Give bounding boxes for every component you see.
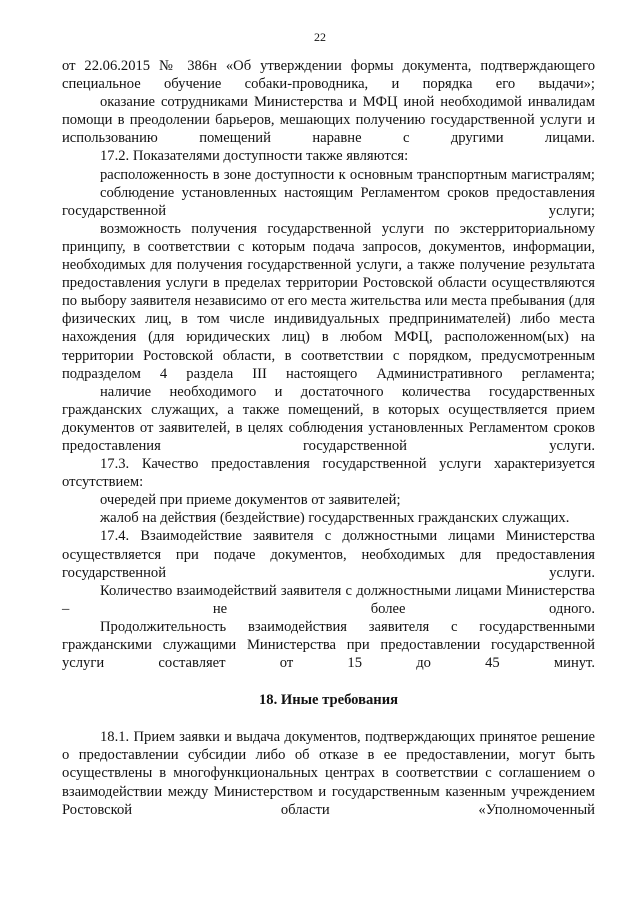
- paragraph: Количество взаимодействий заявителя с должностными лицами Министерства – не более одного.: [62, 582, 595, 617]
- paragraph: жалоб на действия (бездействие) государственных гражданских служащих.: [100, 510, 570, 527]
- document-body: [62, 57, 595, 819]
- paragraph: оказание сотрудниками Министерства и МФЦ иной необходимой инвалидам помощи в преодолении барьеров, мешающих получению государственной услуги и использованию помещений наравне с другими лицами.: [62, 94, 595, 147]
- paragraph: 17.4. Взаимодействие заявителя с должностными лицами Министерства осуществляется при подаче документов, необходимых для предоставления государственной услуги.: [62, 528, 595, 581]
- paragraph: расположенность в зоне доступности к основным транспортным магистралям;: [100, 166, 595, 183]
- paragraph: от 22.06.2015 № 386н «Об утверждении формы документа, подтверждающего специальное обучение собаки-проводника, и порядка его выдачи»;: [62, 58, 595, 93]
- paragraph: наличие необходимого и достаточного количества государственных гражданских служащих, а также помещений, в которых осуществляется прием документов от заявителей, в целях соблюдения установленных Регламентом сроков предоставления государственной услуги.: [62, 383, 595, 454]
- paragraph: возможность получения государственной услуги по экстерриториальному принципу, в соответствии с которым подача запросов, документов, информации, необходимых для получения государственной услуги, а также получение результата предоставления услуги в пределах территории Ростовской области осуществляются по выбору заявителя независимо от его места жительства или места пребывания (для физических лиц, в том числе индивидуальных предпринимателей) либо места нахождения (для юридических лиц) в любом МФЦ, расположенном(ых) на территории Ростовской области, в соответствии с порядком, предусмотренным подразделом 4 раздела III настоящего Административного регламента;: [62, 220, 595, 382]
- page-number: 22: [314, 30, 326, 44]
- paragraph: 18.1. Прием заявки и выдача документов, подтверждающих принятое решение о предоставлении субсидии либо об отказе в ее предоставлении, могут быть осуществлены в многофункциональных центрах в соответствии с соглашением о взаимодействии между Министерством и государственным казенным учреждением Ростовской области «Уполномоченный: [62, 729, 595, 818]
- paragraph: соблюдение установленных настоящим Регламентом сроков предоставления государственной услуги;: [62, 184, 595, 219]
- paragraph: Продолжительность взаимодействия заявителя с государственными гражданскими служащими Министерства при предоставлении государственной услуги составляет от 15 до 45 минут.: [62, 618, 595, 672]
- paragraph: 17.3. Качество предоставления государственной услуги характеризуется отсутствием:: [62, 456, 595, 491]
- section-heading: 18. Иные требования: [258, 692, 399, 709]
- paragraph: 17.2. Показателями доступности также являются:: [100, 148, 409, 165]
- paragraph: очередей при приеме документов от заявителей;: [100, 492, 401, 509]
